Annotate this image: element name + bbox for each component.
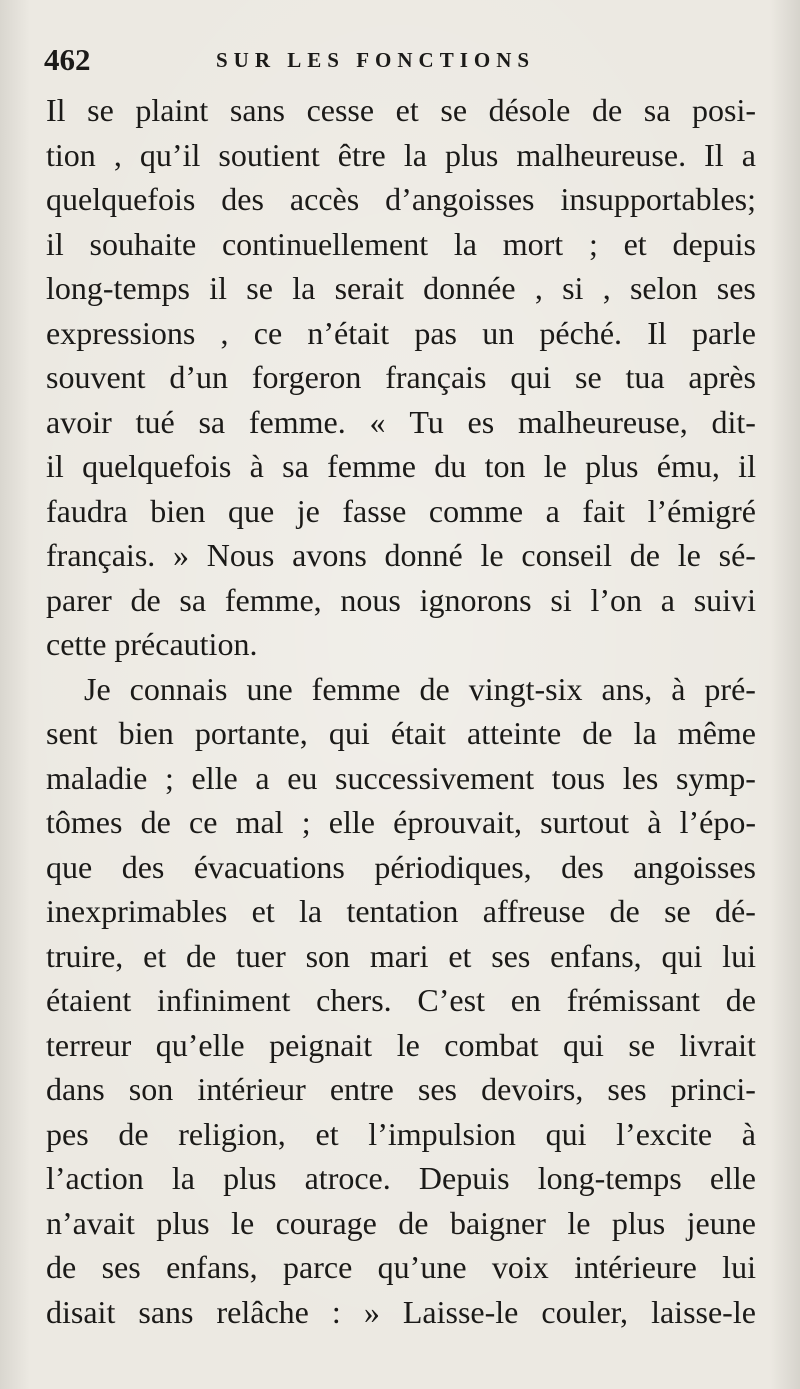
word: sans	[138, 1293, 194, 1330]
word: nous	[340, 581, 401, 618]
page-number: 462	[44, 42, 91, 77]
word: femme.	[248, 403, 346, 440]
text-line	[46, 845, 756, 890]
word: a	[255, 759, 270, 796]
word: le	[480, 537, 504, 573]
word: si	[562, 270, 584, 306]
word: Nous	[206, 537, 275, 573]
word: peignait	[269, 1026, 373, 1063]
text-line	[46, 177, 756, 222]
text-line	[46, 1290, 756, 1335]
word: et	[395, 92, 419, 128]
word: pas	[414, 314, 457, 351]
word: le	[231, 1204, 255, 1241]
word: quelquefois	[46, 181, 196, 217]
word: sans	[229, 92, 285, 128]
word: sa	[179, 581, 207, 618]
text-line	[46, 578, 756, 623]
body-text	[46, 88, 756, 1334]
word: et	[251, 893, 275, 929]
word: ,	[113, 136, 122, 173]
word: infiniment	[157, 982, 291, 1018]
word: successivement	[335, 759, 535, 796]
word: ce	[188, 804, 218, 840]
word: tion	[46, 136, 96, 173]
text-line	[46, 311, 756, 356]
word: se	[87, 92, 114, 128]
word: de	[609, 893, 640, 929]
word: qui	[562, 1026, 604, 1063]
word: parer	[46, 581, 112, 618]
word: la	[171, 1160, 195, 1196]
word: long-temps	[46, 270, 190, 306]
word: laisse-le	[651, 1293, 756, 1330]
word: «	[369, 403, 386, 440]
word: il	[46, 448, 64, 484]
word: Tu	[409, 403, 444, 440]
word: a	[545, 492, 560, 529]
word: tuer	[236, 937, 286, 974]
word: et	[623, 225, 647, 262]
word: à	[671, 670, 686, 707]
word: mort	[502, 225, 564, 262]
word: plus	[444, 136, 499, 173]
text-line	[46, 266, 756, 311]
text-line	[46, 355, 756, 400]
word: le	[543, 448, 567, 484]
word: vingt-six	[468, 670, 583, 707]
word: C’est	[417, 982, 485, 1018]
word: couler,	[541, 1293, 629, 1330]
word: étaient	[46, 982, 132, 1018]
word: terreur	[46, 1026, 132, 1063]
text-line	[46, 889, 756, 934]
word: ignorons	[419, 581, 532, 618]
word: surtout	[540, 804, 630, 840]
word: a	[660, 581, 675, 618]
text-line	[46, 489, 756, 534]
word: sa	[643, 92, 671, 128]
word: intérieur	[197, 1071, 306, 1107]
word: tous	[551, 759, 606, 796]
word: forgeron	[251, 359, 362, 395]
word: à	[249, 448, 264, 484]
word: connais	[129, 670, 228, 707]
word: ,	[220, 314, 229, 351]
word: plus	[585, 448, 639, 484]
word: quelquefois	[82, 448, 232, 484]
word: elle	[328, 804, 375, 840]
word: plus	[611, 1204, 666, 1241]
word: ses	[491, 937, 531, 974]
word: Il	[46, 92, 66, 128]
word: enfans,	[166, 1249, 258, 1285]
word: souhaite	[89, 225, 197, 262]
text-line	[46, 667, 756, 712]
word: disait	[46, 1293, 116, 1330]
word: chers.	[316, 982, 392, 1018]
word: se	[664, 893, 691, 929]
word: que	[227, 492, 275, 529]
word: courage	[275, 1204, 377, 1241]
word: de	[582, 715, 613, 751]
word: entre	[329, 1071, 394, 1107]
word: cesse	[306, 92, 375, 128]
word: depuis	[672, 225, 756, 262]
word: évacuations	[193, 848, 345, 885]
word: atteinte	[467, 715, 562, 751]
word: et	[143, 937, 167, 974]
word: se	[575, 359, 602, 395]
word: sé-	[718, 537, 756, 573]
text-line	[46, 533, 756, 578]
word: de	[118, 1115, 149, 1152]
word: se	[246, 270, 273, 306]
word: la	[403, 136, 427, 173]
word: tentation	[346, 893, 459, 929]
word: tômes	[46, 804, 123, 840]
word: la	[292, 270, 316, 306]
word: éprouvait,	[393, 804, 522, 840]
word: continuellement	[221, 225, 429, 262]
word: ses	[101, 1249, 141, 1285]
word: ;	[301, 804, 311, 840]
word: qui	[510, 359, 552, 395]
word: je	[296, 492, 320, 529]
word: livrait	[679, 1026, 756, 1063]
word: une	[246, 670, 293, 707]
word: ;	[588, 225, 598, 262]
word: posi-	[692, 92, 756, 128]
word: dit-	[711, 403, 756, 440]
word: n’était	[307, 314, 390, 351]
word: elle	[191, 759, 238, 796]
word: lui	[722, 937, 756, 974]
word: ,	[602, 270, 611, 306]
word: inexprimables	[46, 893, 228, 929]
word: son	[128, 1071, 174, 1107]
word: ton	[484, 448, 526, 484]
word: que	[46, 848, 93, 885]
word: à	[741, 1115, 756, 1152]
word: se	[628, 1026, 656, 1063]
word: avoir	[46, 403, 112, 440]
word: des	[561, 848, 604, 885]
word: en	[510, 982, 541, 1018]
word: malheureuse,	[518, 403, 688, 440]
word: selon	[629, 270, 698, 306]
word: si	[550, 581, 572, 618]
word: tua	[625, 359, 665, 395]
word: ému,	[656, 448, 720, 484]
word: de	[186, 937, 217, 974]
word: de	[130, 581, 161, 618]
word: :	[331, 1293, 341, 1330]
word: conseil	[521, 537, 613, 573]
word: était	[390, 715, 446, 751]
word: Depuis	[418, 1160, 510, 1196]
word: sent	[46, 715, 98, 751]
word: ce	[253, 314, 283, 351]
word: il	[46, 225, 64, 262]
word: de	[725, 982, 756, 1018]
text-line	[46, 1201, 756, 1246]
word: malheureuse.	[516, 136, 687, 173]
word: de	[591, 92, 623, 128]
word: a	[741, 136, 756, 173]
word: qu’une	[377, 1249, 467, 1285]
word: plus	[156, 1204, 210, 1241]
word: portante,	[194, 715, 308, 751]
word: les	[622, 759, 659, 796]
word: mal	[235, 804, 284, 840]
word: se	[440, 92, 468, 128]
word: Laisse-le	[402, 1293, 519, 1330]
word: fait	[582, 492, 626, 529]
word: donné	[384, 537, 463, 573]
word: ses	[607, 1071, 647, 1107]
word: femme,	[224, 581, 322, 618]
word: la	[633, 715, 657, 751]
word: du	[434, 448, 467, 484]
text-line	[46, 1245, 756, 1290]
word: l’épo-	[679, 804, 756, 840]
text-line	[46, 978, 756, 1023]
text-line	[46, 934, 756, 979]
word: n’avait	[46, 1204, 135, 1241]
word: »	[173, 537, 190, 573]
word: expressions	[46, 314, 196, 351]
word: pes	[46, 1115, 89, 1152]
word: baigner	[449, 1204, 546, 1241]
word: relâche	[216, 1293, 309, 1330]
word: qu’elle	[155, 1026, 245, 1063]
word: long-temps	[537, 1160, 682, 1196]
word: symp-	[675, 759, 756, 796]
word: qui	[545, 1115, 587, 1152]
word: femme	[311, 670, 401, 707]
word: français.	[46, 537, 156, 573]
word: à	[647, 804, 662, 840]
word: d’angoisses	[385, 181, 535, 217]
word: parce	[283, 1249, 353, 1285]
word: ;	[164, 759, 174, 796]
word: de	[140, 804, 171, 840]
word: de	[629, 537, 660, 573]
word: être	[337, 136, 386, 173]
word: de	[46, 1249, 77, 1285]
word: avons	[292, 537, 367, 573]
text-line: cette précaution.	[46, 626, 258, 662]
word: péché.	[539, 314, 623, 351]
word: affreuse	[482, 893, 586, 929]
word: désole	[488, 92, 571, 128]
word: des	[121, 848, 165, 885]
text-line	[46, 88, 756, 133]
text-line	[46, 1112, 756, 1157]
word: donnée	[423, 270, 516, 306]
text-line	[46, 800, 756, 845]
word: insupportables;	[560, 181, 756, 217]
page-header	[40, 42, 760, 82]
word: ,	[534, 270, 543, 306]
word: l’excite	[616, 1115, 713, 1152]
word: Je	[84, 670, 111, 707]
word: un	[482, 314, 515, 351]
text-line	[46, 711, 756, 756]
word: souvent	[46, 359, 146, 395]
word: qu’il	[139, 136, 201, 173]
word: parle	[692, 314, 756, 351]
word: qui	[661, 937, 703, 974]
word: fasse	[342, 492, 407, 529]
word: l’émigré	[647, 492, 756, 529]
word: religion,	[178, 1115, 286, 1152]
word: la	[299, 893, 323, 929]
text-line	[46, 133, 756, 178]
word: faudra	[46, 492, 128, 529]
word: des	[221, 181, 264, 217]
word: combat	[444, 1026, 539, 1063]
word: intérieure	[574, 1249, 697, 1285]
text-line	[46, 1023, 756, 1068]
word: bien	[118, 715, 174, 751]
word: accès	[289, 181, 360, 217]
word: plus	[223, 1160, 277, 1196]
word: ses	[417, 1071, 457, 1107]
word: même	[677, 715, 756, 751]
word: serait	[334, 270, 404, 306]
word: ses	[716, 270, 756, 306]
word: de	[419, 670, 450, 707]
word: bien	[150, 492, 206, 529]
text-line	[46, 756, 756, 801]
word: après	[688, 359, 756, 395]
word: sa	[198, 403, 226, 440]
word: princi-	[670, 1071, 756, 1107]
word: Il	[647, 314, 667, 351]
word: tué	[135, 403, 175, 440]
word: femme	[327, 448, 416, 484]
word: de	[398, 1204, 429, 1241]
word: il	[738, 448, 756, 484]
text-line	[46, 1067, 756, 1112]
text-line	[46, 400, 756, 445]
word: d’un	[169, 359, 229, 395]
word: le	[396, 1026, 420, 1063]
word: »	[363, 1293, 380, 1330]
word: ans,	[601, 670, 653, 707]
word: enfans,	[550, 937, 642, 974]
word: es	[467, 403, 495, 440]
word: maladie	[46, 759, 148, 796]
word: qui	[328, 715, 370, 751]
word: l’action	[46, 1160, 144, 1196]
word: comme	[428, 492, 524, 529]
text-line	[46, 1156, 756, 1201]
word: sa	[282, 448, 309, 484]
word: jeune	[686, 1204, 756, 1241]
word: dé-	[715, 893, 756, 929]
word: frémissant	[566, 982, 700, 1018]
word: plaint	[135, 92, 209, 128]
word: périodiques,	[374, 848, 532, 885]
word: le	[567, 1204, 591, 1241]
text-line	[46, 444, 756, 489]
word: voix	[491, 1249, 549, 1285]
word: lui	[722, 1249, 756, 1285]
word: soutient	[218, 136, 320, 173]
word: angoisses	[633, 848, 756, 885]
word: l’impulsion	[368, 1115, 516, 1152]
running-title: SUR LES FONCTIONS	[216, 48, 536, 72]
word: Il	[704, 136, 724, 173]
word: et	[448, 937, 472, 974]
word: eu	[287, 759, 318, 796]
word: devoirs,	[481, 1071, 584, 1107]
word: il	[209, 270, 228, 306]
word: son	[305, 937, 351, 974]
word: dans	[46, 1071, 105, 1107]
text-line	[46, 222, 756, 267]
word: suivi	[693, 581, 756, 618]
word: et	[315, 1115, 339, 1152]
word: l’on	[590, 581, 643, 618]
word: mari	[369, 937, 429, 974]
word: truire,	[46, 937, 124, 974]
word: la	[453, 225, 477, 262]
word: français	[385, 359, 487, 395]
word: pré-	[704, 670, 756, 707]
word: elle	[709, 1160, 756, 1196]
word: atroce.	[304, 1160, 391, 1196]
word: le	[677, 537, 701, 573]
